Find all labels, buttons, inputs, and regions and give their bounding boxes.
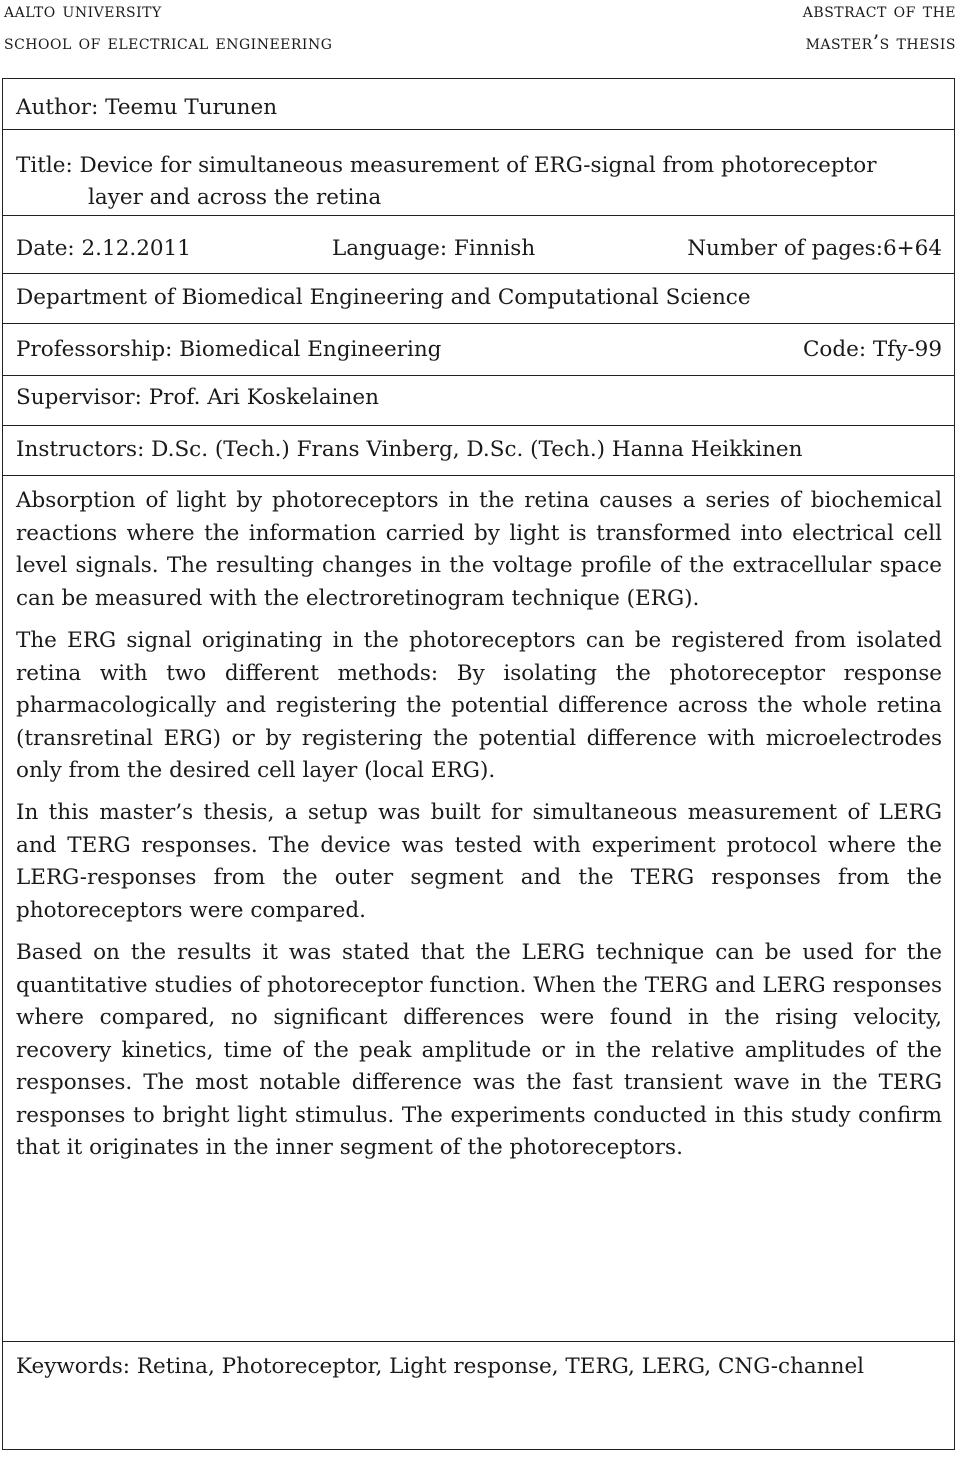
title-field-line2: layer and across the retina (88, 185, 382, 210)
title-field-line1: Title: Device for simultaneous measurement of ERG-signal from photoreceptor (16, 153, 877, 178)
abstract-paragraph: Absorption of light by photoreceptors in the retina causes a series of biochemical reactions where the information carried by light is transformed into electrical cell level signals. The resulting changes in the voltage profile of the extracellular space can be measured with the electroretinogram technique (ERG). (16, 488, 942, 611)
divider (3, 273, 954, 274)
language-field: Language: Finnish (332, 236, 536, 261)
instructors-field: Instructors: D.Sc. (Tech.) Frans Vinberg, D.Sc. (Tech.) Hanna Heikkinen (16, 437, 803, 462)
pages-field: Number of pages:6+64 (687, 236, 942, 261)
department-field: Department of Biomedical Engineering and Computational Science (16, 285, 751, 310)
divider (3, 475, 954, 476)
abstract-paragraph: The ERG signal originating in the photoreceptors can be registered from isolated retina with two different methods: By isolating the photoreceptor response pharmacologically and registering the potential difference across the whole retina (transretinal ERG) or by registering the potential difference with microelectrodes only from the desired cell layer (local ERG). (16, 628, 942, 783)
abstract-paragraph: In this master’s thesis, a setup was built for simultaneous measurement of LERG and TERG responses. The device was tested with experiment protocol where the LERG-responses from the outer segment and the TERG responses from the photoreceptors were compared. (16, 800, 942, 923)
professorship-field: Professorship: Biomedical Engineering (16, 337, 442, 362)
abstract-paragraph: Based on the results it was stated that the LERG technique can be used for the quantitative studies of photoreceptor function. When the TERG and LERG responses where compared, no significant differences were found in the rising velocity, recovery kinetics, time of the peak amplitude or in the relative amplitudes of the responses. The most notable difference was the fast transient wave in the TERG responses to bright light stimulus. The experiments conducted in this study confirm that it originates in the inner segment of the photoreceptors. (16, 940, 942, 1160)
doc-type-line1: abstract of the (802, 0, 956, 22)
school-name: school of electrical engineering (4, 30, 333, 54)
divider (3, 425, 954, 426)
divider (3, 215, 954, 216)
author-field: Author: Teemu Turunen (16, 95, 278, 120)
doc-type-line2: master’s thesis (805, 30, 956, 54)
keywords-field: Keywords: Retina, Photoreceptor, Light response, TERG, LERG, CNG-channel (16, 1354, 865, 1379)
divider (3, 129, 954, 130)
divider (3, 323, 954, 324)
date-field: Date: 2.12.2011 (16, 236, 191, 261)
divider (3, 1341, 954, 1342)
university-name: aalto university (4, 0, 162, 22)
code-field: Code: Tfy-99 (802, 337, 942, 362)
divider (3, 375, 954, 376)
supervisor-field: Supervisor: Prof. Ari Koskelainen (16, 385, 379, 410)
page-header (0, 0, 960, 80)
